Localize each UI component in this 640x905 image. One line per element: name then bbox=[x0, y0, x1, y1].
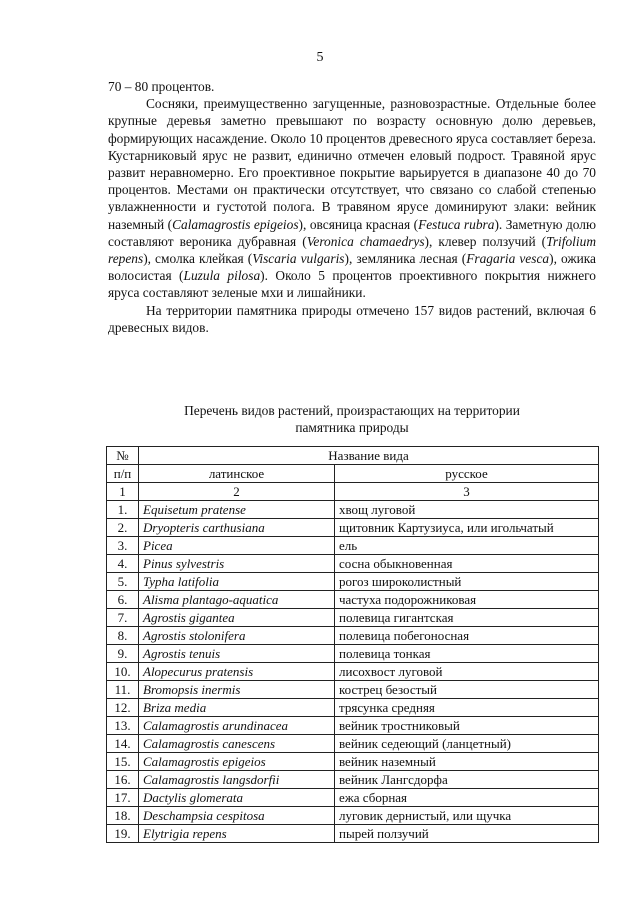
russian-name-cell: вейник тростниковый bbox=[335, 717, 599, 735]
row-number: 17. bbox=[107, 789, 139, 807]
russian-name-cell: хвощ луговой bbox=[335, 501, 599, 519]
row-number: 2. bbox=[107, 519, 139, 537]
table-row bbox=[107, 645, 599, 663]
row-number: 18. bbox=[107, 807, 139, 825]
latin-name-cell: Calamagrostis epigeios bbox=[139, 753, 335, 771]
species-table bbox=[106, 446, 599, 843]
table-row bbox=[107, 771, 599, 789]
paragraph-species-count bbox=[108, 302, 596, 336]
latin-name-cell: Dryopteris carthusiana bbox=[139, 519, 335, 537]
row-number: 1. bbox=[107, 501, 139, 519]
table-subheader-row bbox=[107, 465, 599, 483]
latin-name-cell: Pinus sylvestris bbox=[139, 555, 335, 573]
table-row bbox=[107, 627, 599, 645]
latin-name-cell: Alisma plantago-aquatica bbox=[139, 591, 335, 609]
table-row bbox=[107, 735, 599, 753]
table-row bbox=[107, 807, 599, 825]
table-row bbox=[107, 681, 599, 699]
latin-species-name: Festuca rubra bbox=[418, 216, 495, 232]
caption-line-2: памятника природы bbox=[295, 420, 409, 436]
latin-name-cell: Agrostis tenuis bbox=[139, 645, 335, 663]
latin-species-name: Fragaria vesca bbox=[466, 251, 550, 267]
species-table-body bbox=[107, 447, 599, 843]
row-number: 6. bbox=[107, 591, 139, 609]
table-header-row bbox=[107, 447, 599, 465]
header-russian-name: русское bbox=[335, 465, 599, 483]
russian-name-cell: ель bbox=[335, 537, 599, 555]
latin-name-cell: Briza media bbox=[139, 699, 335, 717]
latin-species-name: Luzula pilosa bbox=[183, 268, 261, 284]
column-number-2: 2 bbox=[139, 483, 335, 501]
table-row bbox=[107, 501, 599, 519]
row-number: 8. bbox=[107, 627, 139, 645]
text-segment: Сосняки, преимущественно загущенные, разновозрастные. Отдельные более крупные деревья заметно превышают по возрасту основную долю деревьев, формирующих насаждение. Около 10 процентов древесного яруса составляет береза. Кустарниковый ярус не развит, единично отмечен еловый подрост. Травяной ярус развит неравномерно. Его проективное покрытие варьируется в диапазоне 40 до 70 процентов. Местами он практически отсутствует, что связано со слабой степенью увлажненности и густотой полога. В травяном ярусе доминируют злаки: вейник наземный ( bbox=[108, 96, 596, 232]
russian-name-cell: вейник наземный bbox=[335, 753, 599, 771]
latin-name-cell: Agrostis gigantea bbox=[139, 609, 335, 627]
paragraph-continuation bbox=[108, 78, 596, 95]
russian-name-cell: полевица гигантская bbox=[335, 609, 599, 627]
text-segment: ), ожика волосистая ( bbox=[108, 251, 596, 284]
text-segment: ), овсяница красная ( bbox=[298, 216, 419, 232]
table-row bbox=[107, 591, 599, 609]
row-number: 19. bbox=[107, 825, 139, 843]
russian-name-cell: вейник седеющий (ланцетный) bbox=[335, 735, 599, 753]
latin-name-cell: Picea bbox=[139, 537, 335, 555]
row-number: 5. bbox=[107, 573, 139, 591]
latin-name-cell: Calamagrostis canescens bbox=[139, 735, 335, 753]
table-row bbox=[107, 555, 599, 573]
text-segment: ). Около 5 процентов проективного покрытия нижнего яруса составляют зеленые мхи и лишайники. bbox=[108, 268, 596, 301]
table-row bbox=[107, 537, 599, 555]
row-number: 13. bbox=[107, 717, 139, 735]
russian-name-cell: ежа сборная bbox=[335, 789, 599, 807]
latin-name-cell: Bromopsis inermis bbox=[139, 681, 335, 699]
table-row bbox=[107, 753, 599, 771]
table-row bbox=[107, 519, 599, 537]
row-number: 14. bbox=[107, 735, 139, 753]
latin-name-cell: Calamagrostis langsdorfii bbox=[139, 771, 335, 789]
row-number: 9. bbox=[107, 645, 139, 663]
russian-name-cell: полевица побегоносная bbox=[335, 627, 599, 645]
latin-name-cell: Typha latifolia bbox=[139, 573, 335, 591]
table-row bbox=[107, 699, 599, 717]
header-latin-name: латинское bbox=[139, 465, 335, 483]
russian-name-cell: лисохвост луговой bbox=[335, 663, 599, 681]
table-caption bbox=[108, 402, 596, 436]
body-text bbox=[108, 78, 596, 336]
russian-name-cell: трясунка средняя bbox=[335, 699, 599, 717]
table-column-numbering-row bbox=[107, 483, 599, 501]
latin-name-cell: Agrostis stolonifera bbox=[139, 627, 335, 645]
latin-species-name: Veronica chamaedrys bbox=[306, 233, 425, 249]
russian-name-cell: пырей ползучий bbox=[335, 825, 599, 843]
row-number: 15. bbox=[107, 753, 139, 771]
text-segment: ), клевер ползучий ( bbox=[424, 233, 547, 249]
table-row bbox=[107, 825, 599, 843]
russian-name-cell: кострец безостый bbox=[335, 681, 599, 699]
row-number: 4. bbox=[107, 555, 139, 573]
text-segment: ), смолка клейкая ( bbox=[143, 251, 253, 267]
latin-name-cell: Equisetum pratense bbox=[139, 501, 335, 519]
latin-name-cell: Deschampsia cespitosa bbox=[139, 807, 335, 825]
column-number-1: 1 bbox=[107, 483, 139, 501]
header-species-name: Название вида bbox=[139, 447, 599, 465]
latin-species-name: Calamagrostis epigeios bbox=[172, 216, 299, 232]
russian-name-cell: щитовник Картузиуса, или игольчатый bbox=[335, 519, 599, 537]
text-segment: ). Заметную долю составляют вероника дубравная ( bbox=[108, 216, 596, 249]
latin-species-name: Trifolium repens bbox=[108, 233, 596, 267]
paragraph-pine-forest-description bbox=[108, 95, 596, 301]
row-number: 10. bbox=[107, 663, 139, 681]
table-row bbox=[107, 609, 599, 627]
row-number: 12. bbox=[107, 699, 139, 717]
text-segment: 70 – 80 процентов. bbox=[108, 79, 215, 94]
russian-name-cell: полевица тонкая bbox=[335, 645, 599, 663]
table-row bbox=[107, 663, 599, 681]
russian-name-cell: частуха подорожниковая bbox=[335, 591, 599, 609]
text-segment: На территории памятника природы отмечено 157 видов растений, включая 6 древесных видов. bbox=[108, 302, 596, 335]
russian-name-cell: рогоз широколистный bbox=[335, 573, 599, 591]
row-number: 3. bbox=[107, 537, 139, 555]
russian-name-cell: сосна обыкновенная bbox=[335, 555, 599, 573]
table-row bbox=[107, 789, 599, 807]
row-number: 16. bbox=[107, 771, 139, 789]
table-row bbox=[107, 717, 599, 735]
column-number-3: 3 bbox=[335, 483, 599, 501]
latin-name-cell: Alopecurus pratensis bbox=[139, 663, 335, 681]
caption-line-1: Перечень видов растений, произрастающих на территории bbox=[184, 403, 520, 418]
row-number: 7. bbox=[107, 609, 139, 627]
latin-name-cell: Calamagrostis arundinacea bbox=[139, 717, 335, 735]
table-row bbox=[107, 573, 599, 591]
page-number: 5 bbox=[316, 50, 324, 65]
row-number: 11. bbox=[107, 681, 139, 699]
russian-name-cell: луговик дернистый, или щучка bbox=[335, 807, 599, 825]
header-item-number: п/п bbox=[107, 465, 139, 483]
russian-name-cell: вейник Лангсдорфа bbox=[335, 771, 599, 789]
text-segment: ), земляника лесная ( bbox=[344, 251, 467, 267]
latin-name-cell: Dactylis glomerata bbox=[139, 789, 335, 807]
latin-name-cell: Elytrigia repens bbox=[139, 825, 335, 843]
header-number-symbol: № bbox=[107, 447, 139, 465]
latin-species-name: Viscaria vulgaris bbox=[252, 251, 345, 267]
